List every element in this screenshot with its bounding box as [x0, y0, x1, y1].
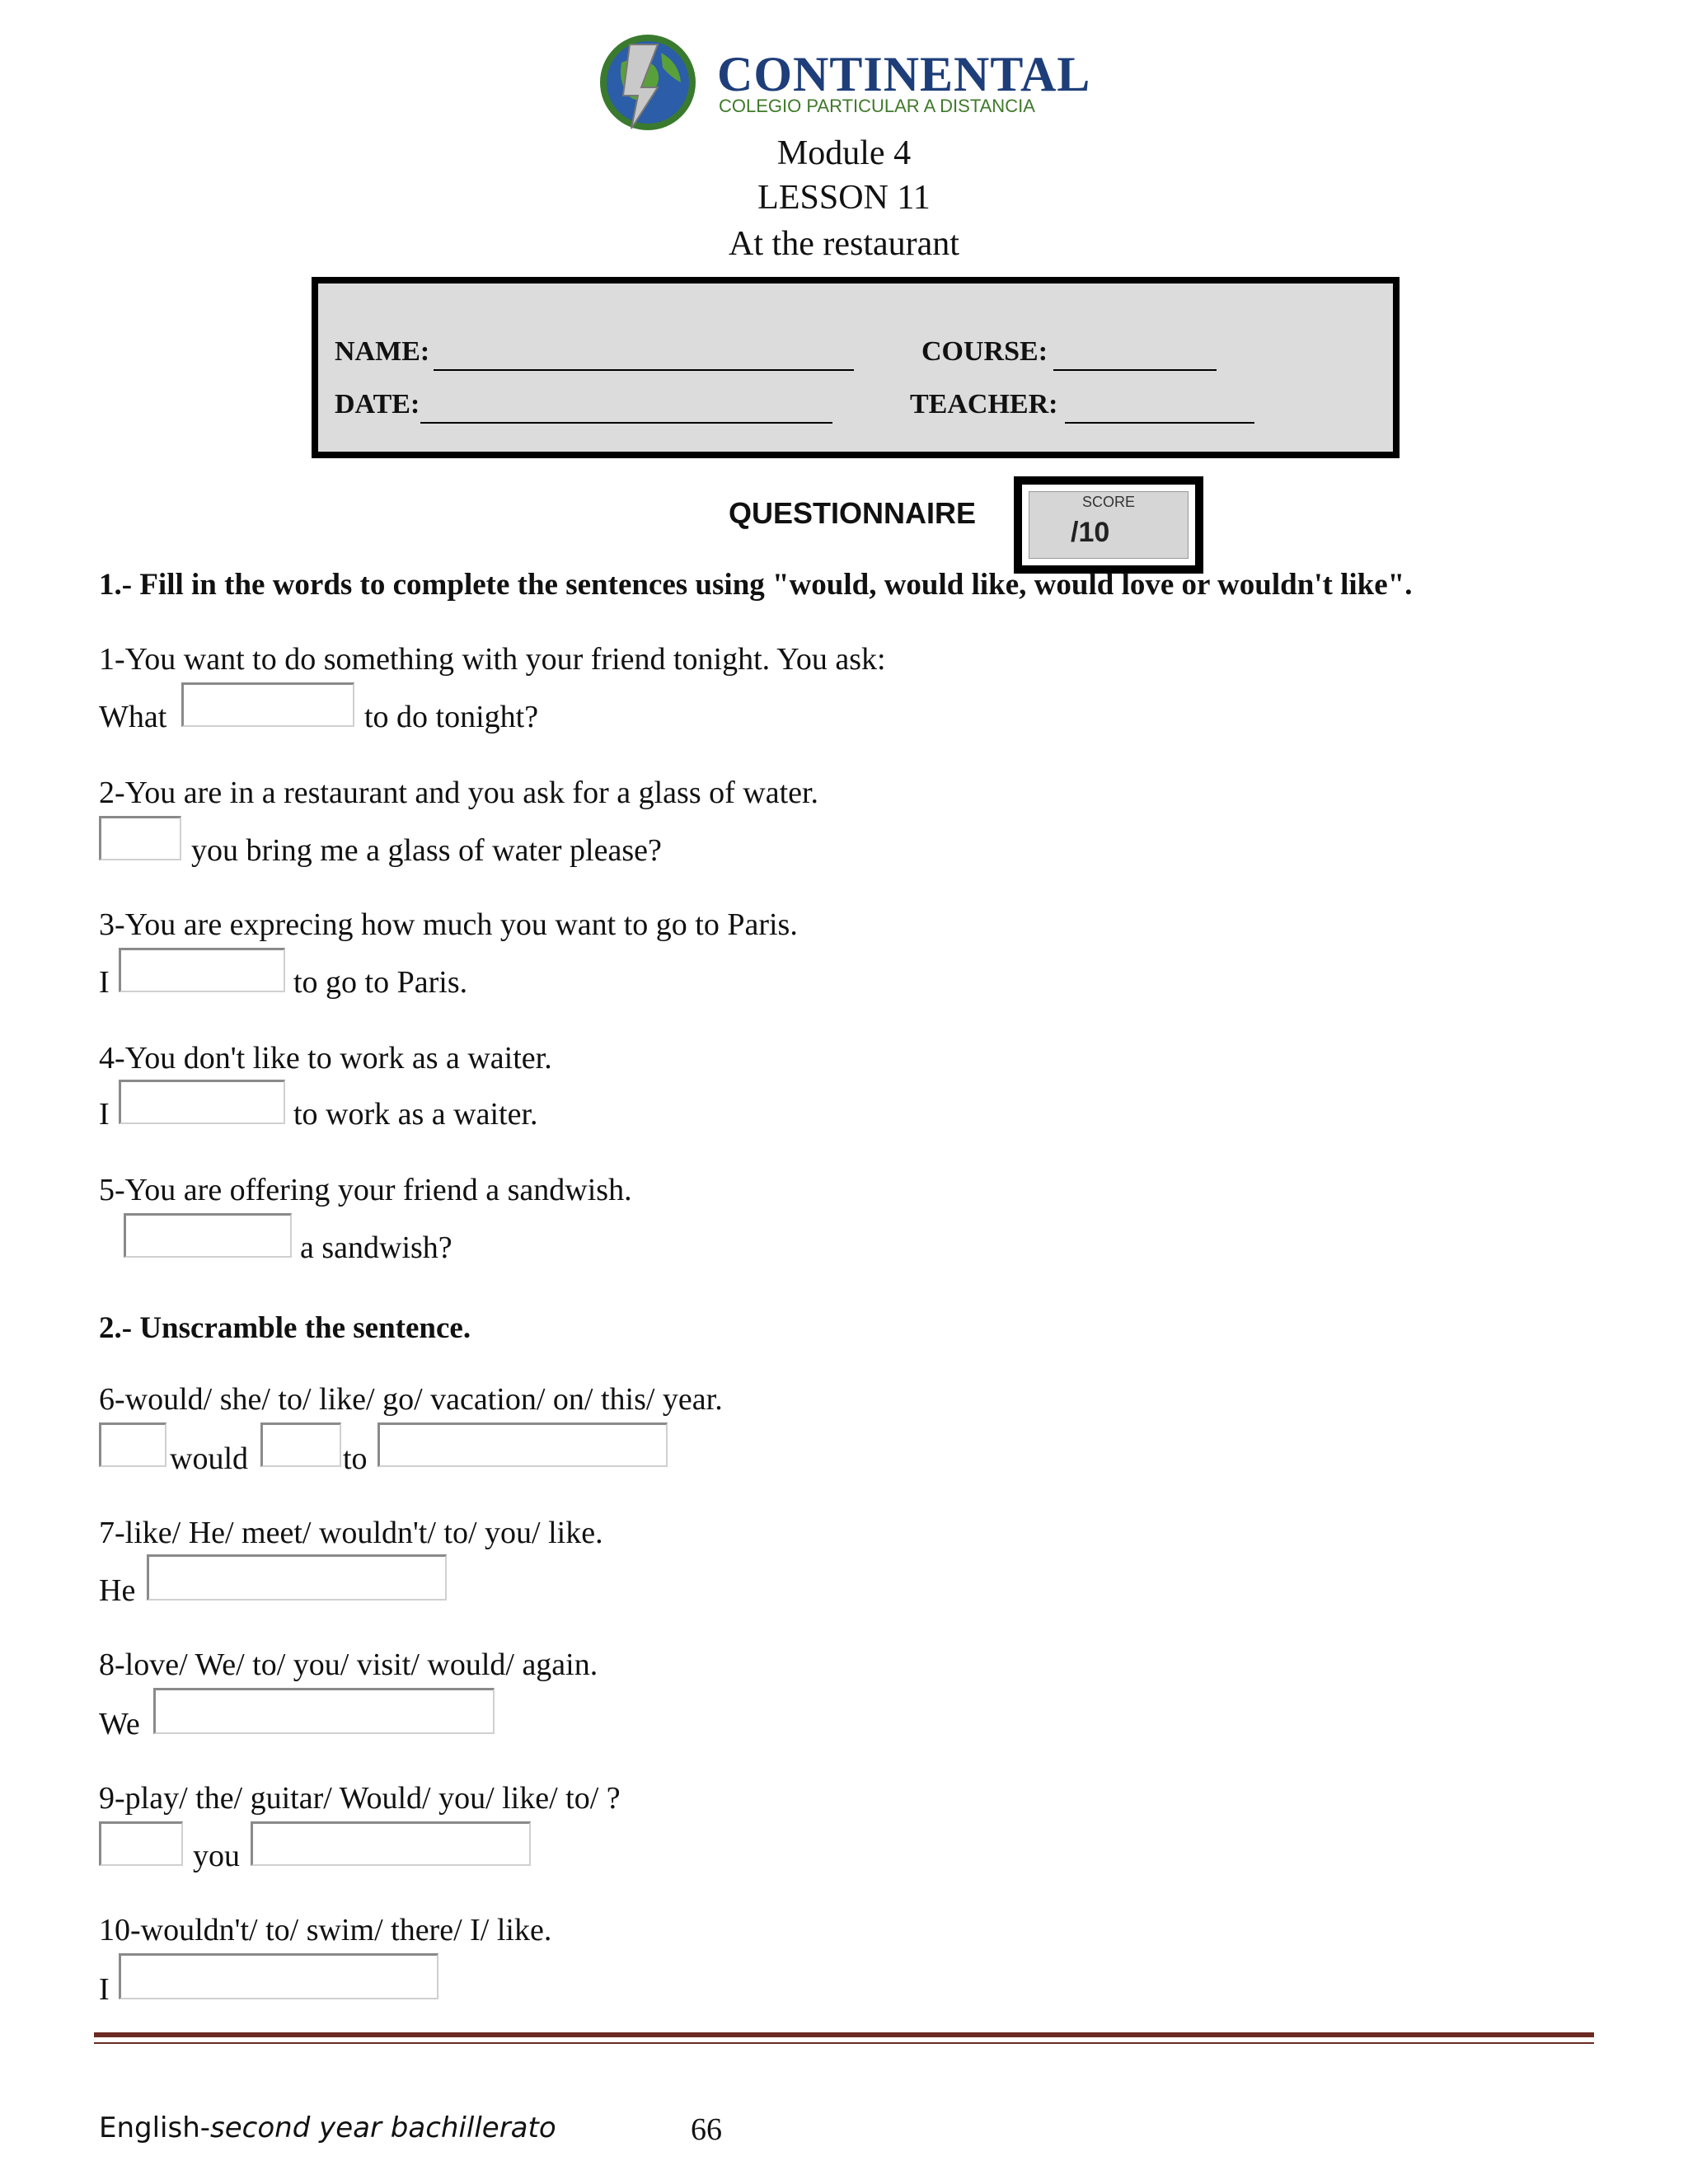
page-number: 66 — [691, 2112, 722, 2147]
q1-prompt: 1-You want to do something with your friend tonight. You ask: — [99, 642, 886, 677]
q3-prompt: 3-You are exprecing how much you want to go to Paris. — [99, 907, 798, 942]
q1-answer-input[interactable] — [181, 682, 354, 727]
q4-answer-input[interactable] — [119, 1080, 285, 1124]
footer-course-name: second year bachillerato — [210, 2111, 556, 2144]
score-box — [1014, 476, 1203, 574]
section2-instruction: 2.- Unscramble the sentence. — [99, 1311, 471, 1345]
topic-title: At the restaurant — [729, 225, 959, 263]
q4-before: I — [99, 1097, 110, 1132]
teacher-line[interactable] — [1065, 422, 1254, 424]
q2-after: you bring me a glass of water please? — [191, 833, 662, 868]
score-value: /10 — [1071, 517, 1110, 548]
q7-prompt: 7-like/ He/ meet/ wouldn't/ to/ you/ like. — [99, 1516, 603, 1550]
q7-answer-input[interactable] — [147, 1554, 447, 1601]
q2-prompt: 2-You are in a restaurant and you ask for a glass of water. — [99, 776, 819, 810]
date-line[interactable] — [420, 422, 832, 424]
questionnaire-heading: QUESTIONNAIRE — [729, 496, 977, 530]
course-line[interactable] — [1053, 369, 1217, 371]
q9-word-you: you — [193, 1839, 240, 1873]
module-title: Module 4 — [776, 134, 912, 172]
name-label: NAME: — [335, 336, 430, 367]
logo-subtitle: COLEGIO PARTICULAR A DISTANCIA — [719, 96, 1035, 116]
lesson-title: LESSON 11 — [757, 179, 931, 217]
logo-wordmark: CONTINENTAL — [717, 47, 1091, 101]
q3-before: I — [99, 965, 110, 1000]
q8-prompt: 8-love/ We/ to/ you/ visit/ would/ again. — [99, 1647, 598, 1682]
q6-subject-input[interactable] — [99, 1422, 166, 1467]
footer-rule-thin — [94, 2042, 1594, 2044]
score-label: SCORE — [1081, 494, 1135, 510]
section1-instruction: 1.- Fill in the words to complete the sentences using "would, would like, would love or wouldn't like". — [99, 568, 1413, 602]
q6-word-to: to — [343, 1441, 368, 1476]
q2-answer-input[interactable] — [99, 816, 181, 860]
footer-course — [99, 2111, 556, 2144]
q3-after: to go to Paris. — [293, 965, 468, 1000]
q5-prompt: 5-You are offering your friend a sandwish. — [99, 1173, 632, 1207]
q4-after: to work as a waiter. — [293, 1097, 538, 1132]
q7-before: He — [99, 1573, 136, 1608]
student-info-box — [312, 277, 1400, 458]
q6-word-would: would — [170, 1441, 248, 1476]
q6-verb-input[interactable] — [260, 1422, 341, 1467]
q1-after: to do tonight? — [364, 700, 539, 734]
q6-ending-input[interactable] — [377, 1422, 668, 1467]
q8-answer-input[interactable] — [153, 1688, 495, 1734]
q8-before: We — [99, 1707, 140, 1741]
footer-subject: English- — [99, 2111, 211, 2144]
teacher-label: TEACHER: — [910, 389, 1058, 419]
footer-rule — [94, 2032, 1594, 2037]
q5-answer-input[interactable] — [124, 1213, 292, 1258]
q1-before: What — [99, 700, 167, 734]
q4-prompt: 4-You don't like to work as a waiter. — [99, 1041, 552, 1076]
q10-before: I — [99, 1972, 110, 2007]
date-label: DATE: — [335, 389, 420, 419]
q9-first-input[interactable] — [99, 1821, 183, 1866]
course-label: COURSE: — [921, 336, 1048, 367]
q3-answer-input[interactable] — [119, 948, 285, 992]
q5-after: a sandwish? — [300, 1230, 452, 1265]
q9-prompt: 9-play/ the/ guitar/ Would/ you/ like/ to/ ? — [99, 1781, 621, 1816]
name-line[interactable] — [434, 369, 854, 371]
q9-rest-input[interactable] — [251, 1821, 531, 1866]
q10-prompt: 10-wouldn't/ to/ swim/ there/ I/ like. — [99, 1913, 552, 1947]
q6-prompt: 6-would/ she/ to/ like/ go/ vacation/ on/ this/ year. — [99, 1382, 723, 1417]
q10-answer-input[interactable] — [119, 1953, 438, 1999]
globe-gear-icon — [600, 35, 696, 130]
